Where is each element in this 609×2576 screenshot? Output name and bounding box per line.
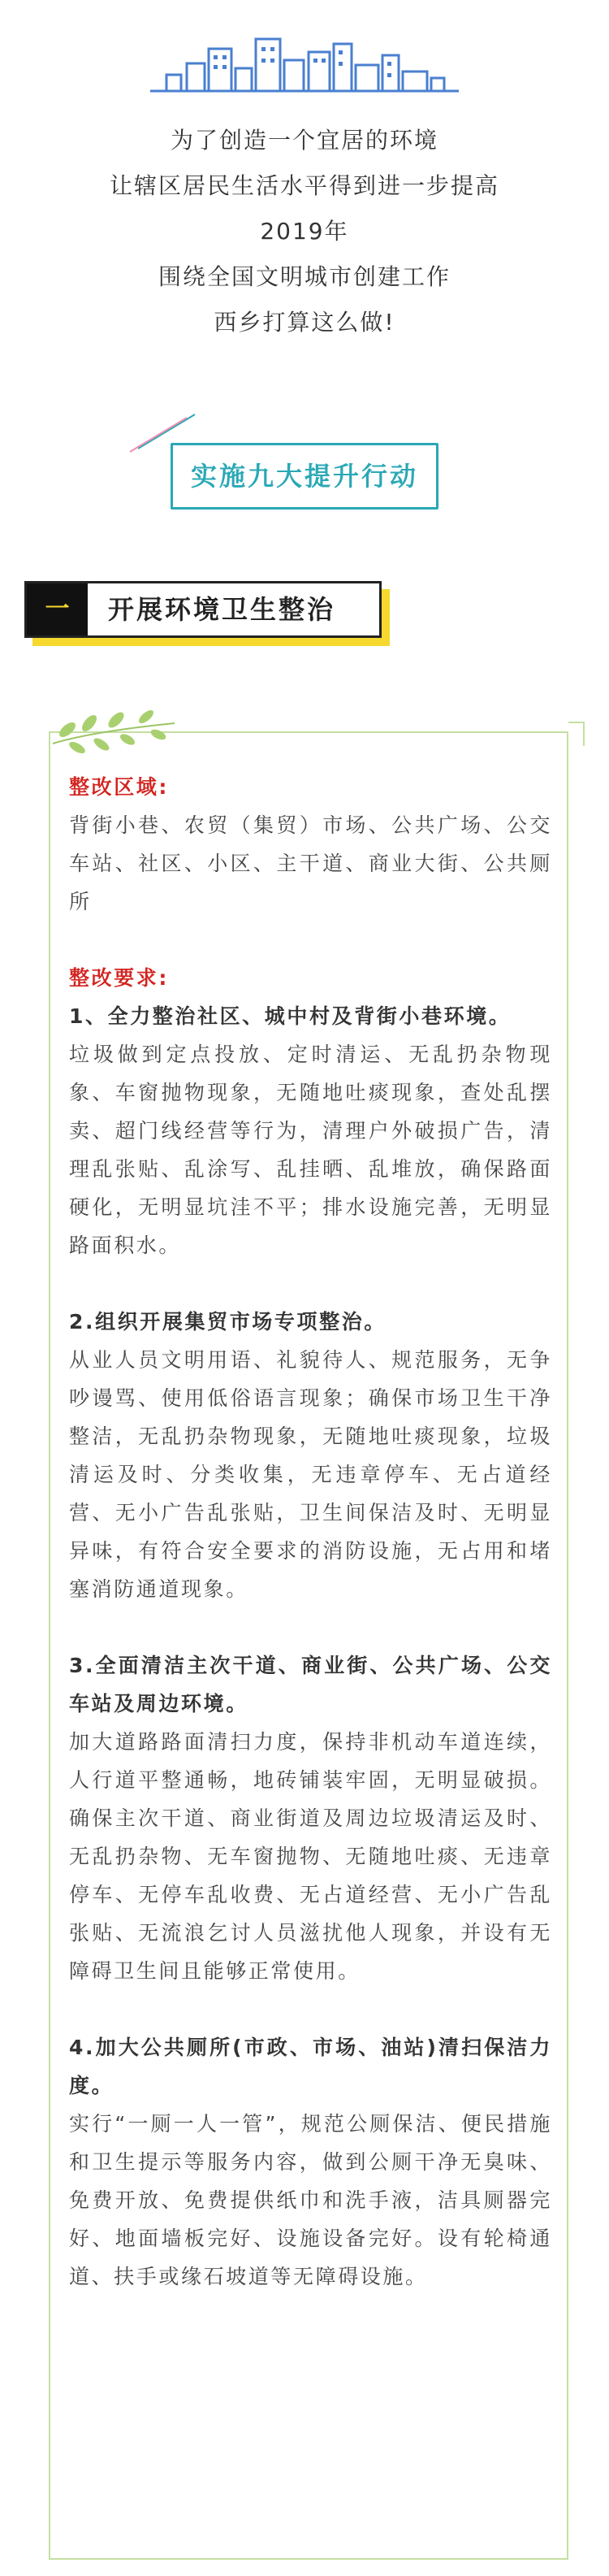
requirement-title: 1、全力整治社区、城中村及背街小巷环境。: [69, 1004, 512, 1028]
intro-line: 西乡打算这么做!: [214, 309, 395, 336]
intro-line: 为了创造一个宜居的环境: [170, 127, 438, 154]
requirement-title: 4.加大公共厕所(市政、市场、油站)清扫保洁力度。: [69, 2036, 552, 2097]
requirement-title: 2.组织开展集贸市场专项整治。: [69, 1310, 387, 1334]
section-header: [24, 581, 382, 638]
requirement-body: 实行“一厕一人一管”，规范公厕保洁、便民措施和卫生提示等服务内容，做到公厕干净无臭味、免费开放、免费提供纸巾和洗手液，洁具厕器完好、地面墙板完好、设施设备完好。设有轮椅通道、扶手或缘石坡道等无障碍设施。: [69, 2112, 552, 2288]
requirement-body: 垃圾做到定点投放、定时清运、无乱扔杂物现象、车窗抛物现象，无随地吐痰现象，查处乱摆卖、超门线经营等行为，清理户外破损广告，清理乱张贴、乱涂写、乱挂晒、乱堆放，确保路面硬化，无明显坑洼不平；排水设施完善，无明显路面积水。: [69, 1043, 552, 1257]
requirement-title: 3.全面清洁主次干道、商业街、公共广场、公交车站及周边环境。: [69, 1654, 552, 1715]
section-number: 一: [27, 583, 88, 635]
campaign-title-box: 实施九大提升行动: [171, 443, 438, 510]
requirements-label: 整改要求:: [69, 966, 169, 990]
requirement-body: 加大道路路面清扫力度，保持非机动车道连续，人行道平整通畅，地砖铺装牢固，无明显破损。确保主次干道、商业街道及周边垃圾清运及时、无乱扔杂物、无车窗抛物、无随地吐痰、无违章停车、无停车乱收费、无占道经营、无小广告乱张贴、无流浪乞讨人员滋扰他人现象，并设有无障碍卫生间且能够正常使用。: [69, 1730, 552, 1983]
leaves-icon: [45, 699, 183, 764]
requirement-body: 从业人员文明用语、礼貌待人、规范服务，无争吵谩骂、使用低俗语言现象；确保市场卫生干净整洁，无乱扔杂物现象，无随地吐痰现象，垃圾清运及时、分类收集，无违章停车、无占道经营、无小广告乱张贴，卫生间保洁及时、无明显异味，有符合安全要求的消防设施，无占用和堵塞消防通道现象。: [69, 1348, 552, 1601]
content-body: [69, 768, 552, 2296]
intro-line: 围绕全国文明城市创建工作: [158, 263, 451, 290]
intro-line: 2019年: [260, 218, 349, 245]
area-label: 整改区域:: [69, 775, 169, 799]
section-title: 开展环境卫生整治: [108, 594, 336, 625]
section-header-box: [24, 581, 382, 638]
panel-corner-line: [568, 722, 585, 723]
intro-block: [0, 118, 609, 345]
intro-line: 让辖区居民生活水平得到进一步提高: [109, 172, 499, 199]
city-skyline-icon: [150, 33, 459, 93]
panel-corner-line: [583, 722, 585, 746]
area-text: 背街小巷、农贸（集贸）市场、公共广场、公交车站、社区、小区、主干道、商业大街、公共厕所: [69, 813, 552, 913]
